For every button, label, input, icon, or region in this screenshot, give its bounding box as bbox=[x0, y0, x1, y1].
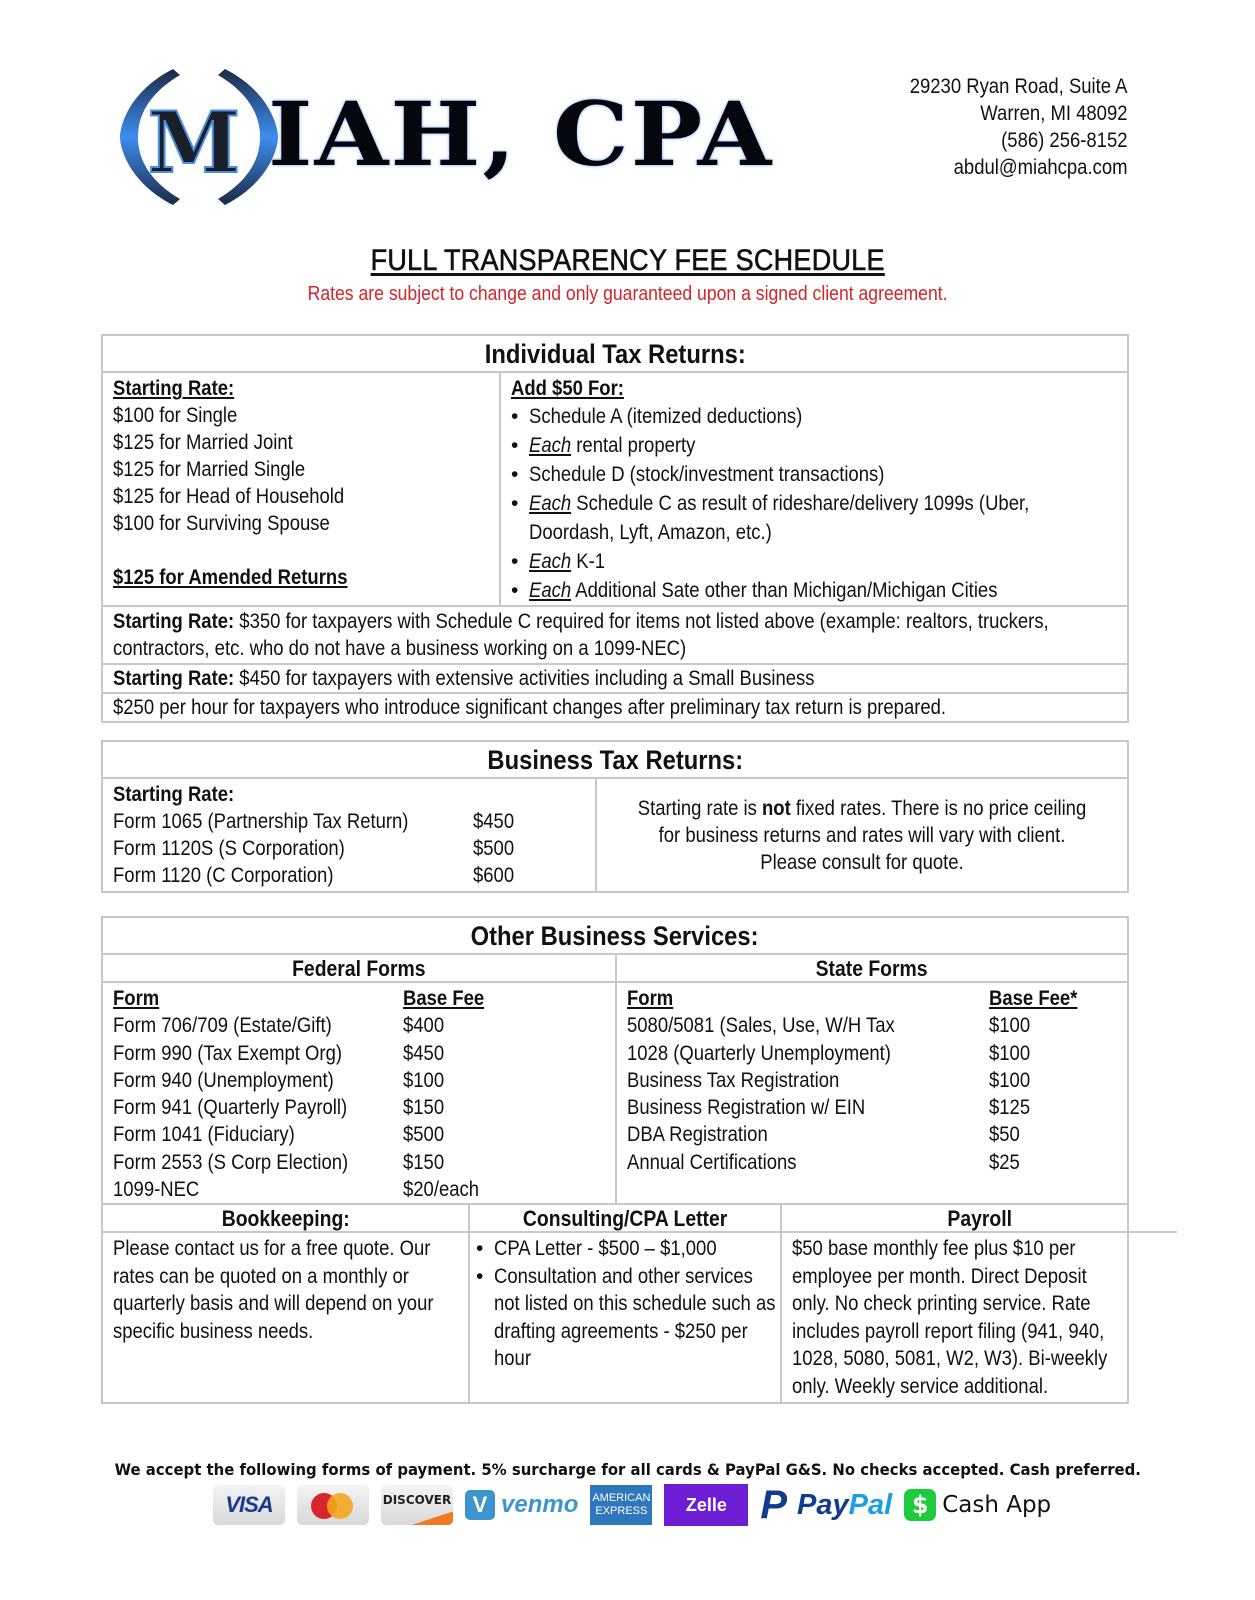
hourly-changes-note: $250 per hour for taxpayers who introduce significant changes after preliminary tax return is prepared. bbox=[113, 696, 947, 719]
document-disclaimer: Rates are subject to change and only guaranteed upon a signed client agreement. bbox=[307, 283, 948, 305]
starting-rate-label: Starting Rate: bbox=[113, 377, 235, 400]
mastercard-logo-icon bbox=[297, 1485, 369, 1525]
rate-item: $125 for Married Single bbox=[113, 458, 306, 481]
fee-column-header: Base Fee* bbox=[989, 987, 1078, 1010]
federal-forms-column bbox=[103, 955, 615, 1203]
starting-rates-cell bbox=[103, 373, 499, 605]
business-form-row: Form 1065 (Partnership Tax Return) $450 bbox=[113, 810, 515, 833]
section-title: Business Tax Returns: bbox=[487, 745, 743, 775]
federal-form-row: 1099-NEC $20/each bbox=[113, 1178, 480, 1202]
venmo-logo-icon: V venmo bbox=[465, 1490, 578, 1520]
federal-form-row: Form 940 (Unemployment) $100 bbox=[113, 1068, 445, 1092]
state-form-row: Business Registration w/ EIN $125 bbox=[627, 1096, 1031, 1120]
federal-form-row: Form 2553 (S Corp Election) $150 bbox=[113, 1150, 445, 1174]
document-title: FULL TRANSPARENCY FEE SCHEDULE bbox=[370, 244, 885, 277]
federal-form-row: Form 990 (Tax Exempt Org) $450 bbox=[113, 1041, 445, 1065]
payroll-heading: Payroll bbox=[947, 1206, 1012, 1232]
business-form-row: Form 1120S (S Corporation) $500 bbox=[113, 837, 515, 860]
add-fee-item: • Each Additional Sate other than Michigan/Michigan Cities bbox=[511, 576, 1117, 605]
logo-wordmark: IAH, CPA bbox=[268, 82, 774, 186]
bookkeeping-column bbox=[103, 1205, 468, 1402]
address-street: 29230 Ryan Road, Suite A bbox=[910, 75, 1128, 98]
add-fee-item: • Schedule D (stock/investment transactions) bbox=[511, 460, 1117, 489]
state-forms-heading: State Forms bbox=[816, 956, 928, 981]
address-city: Warren, MI 48092 bbox=[980, 102, 1128, 125]
phone-number[interactable]: (586) 256-8152 bbox=[1001, 129, 1128, 152]
section-title: Individual Tax Returns: bbox=[484, 339, 746, 369]
rate-item: $100 for Single bbox=[113, 404, 238, 427]
payroll-text: $50 base monthly fee plus $10 per employee per month. Direct Deposit only. No check printing service. Rate includes payroll report filing (941, 940, 1028, 5080, 5081, W2, W3). Bi-weekly only. Weekly service additional. bbox=[792, 1237, 1108, 1398]
bookkeeping-heading: Bookkeeping: bbox=[221, 1206, 350, 1232]
federal-forms-heading: Federal Forms bbox=[292, 956, 426, 981]
add-fees-cell bbox=[499, 373, 1127, 605]
state-forms-column bbox=[615, 955, 1127, 1203]
rate-item: $125 for Married Joint bbox=[113, 431, 293, 454]
fee-column-header: Base Fee bbox=[403, 987, 485, 1010]
form-column-header: Form bbox=[627, 987, 674, 1010]
individual-tax-returns-table bbox=[101, 334, 1129, 723]
section-title: Other Business Services: bbox=[471, 921, 759, 951]
cashapp-logo-icon: $ Cash App bbox=[904, 1489, 1051, 1521]
visa-logo-icon: VISA bbox=[213, 1485, 285, 1525]
add-fee-item: • Each Schedule C as result of rideshare/delivery 1099s (Uber, Doordash, Lyft, Amazon, etc.) bbox=[511, 489, 1117, 547]
logo-initial: M bbox=[147, 92, 241, 192]
federal-form-row: Form 1041 (Fiduciary) $500 bbox=[113, 1123, 445, 1147]
payment-methods bbox=[213, 1484, 1051, 1526]
state-form-row: Annual Certifications $25 bbox=[627, 1150, 1020, 1174]
business-form-row: Form 1120 (C Corporation) $600 bbox=[113, 864, 515, 887]
starting-rate-label: Starting Rate: bbox=[113, 783, 235, 806]
email-address[interactable]: abdul@miahcpa.com bbox=[954, 156, 1128, 179]
consulting-item: • CPA Letter - $500 – $1,000 bbox=[476, 1235, 770, 1263]
discover-logo-icon: DISCOVER bbox=[381, 1485, 453, 1525]
bookkeeping-text: Please contact us for a free quote. Our rates can be quoted on a monthly or quarterly basis and will depend on your specific business needs. bbox=[113, 1237, 434, 1343]
amended-returns-rate: $125 for Amended Returns bbox=[113, 566, 348, 589]
state-form-row: Business Tax Registration $100 bbox=[627, 1068, 1031, 1092]
company-logo bbox=[118, 62, 774, 212]
add-fee-label: Add $50 For: bbox=[511, 377, 624, 400]
paypal-logo-icon: P PayPal bbox=[760, 1483, 893, 1527]
business-rate-note: Starting rate is not fixed rates. There is no price ceiling for business returns and rates will vary with client. Please consult for quote. bbox=[595, 779, 1127, 891]
business-tax-returns-table bbox=[101, 740, 1129, 893]
state-form-row: 5080/5081 (Sales, Use, W/H Tax $100 bbox=[627, 1014, 1031, 1038]
add-fee-item: • Schedule A (itemized deductions) bbox=[511, 402, 1117, 431]
consulting-heading: Consulting/CPA Letter bbox=[522, 1206, 728, 1232]
consulting-column bbox=[468, 1205, 780, 1402]
small-business-note: Starting Rate: $450 for taxpayers with extensive activities including a Small Business bbox=[113, 667, 815, 690]
contact-block bbox=[880, 73, 1128, 181]
payment-policy-note: We accept the following forms of payment. 5% surcharge for all cards & PayPal G&S. No checks accepted. Cash preferred. bbox=[114, 1460, 1141, 1479]
consulting-item: • Consultation and other services not listed on this schedule such as drafting agreements - $250 per hour bbox=[476, 1263, 770, 1373]
zelle-logo-icon: Zelle bbox=[664, 1484, 748, 1526]
add-fee-item: • Each K-1 bbox=[511, 547, 1117, 576]
add-fee-item: • Each rental property bbox=[511, 431, 1117, 460]
schedule-c-note: Starting Rate: $350 for taxpayers with Schedule C required for items not listed above (example: realtors, truckers, contractors, etc. who do not have a business working on a 1099-NEC) bbox=[113, 610, 1049, 660]
amex-logo-icon: AMERICAN EXPRESS bbox=[590, 1485, 652, 1525]
rate-item: $125 for Head of Household bbox=[113, 485, 345, 508]
federal-form-row: Form 941 (Quarterly Payroll) $150 bbox=[113, 1096, 445, 1120]
state-form-row: 1028 (Quarterly Unemployment) $100 bbox=[627, 1041, 1031, 1065]
business-rates-cell bbox=[103, 779, 595, 891]
rate-item: $100 for Surviving Spouse bbox=[113, 512, 330, 535]
state-form-row: DBA Registration $50 bbox=[627, 1123, 1020, 1147]
other-business-services-table bbox=[101, 916, 1129, 1404]
payroll-column bbox=[780, 1205, 1177, 1402]
form-column-header: Form bbox=[113, 987, 160, 1010]
federal-form-row: Form 706/709 (Estate/Gift) $400 bbox=[113, 1014, 445, 1038]
